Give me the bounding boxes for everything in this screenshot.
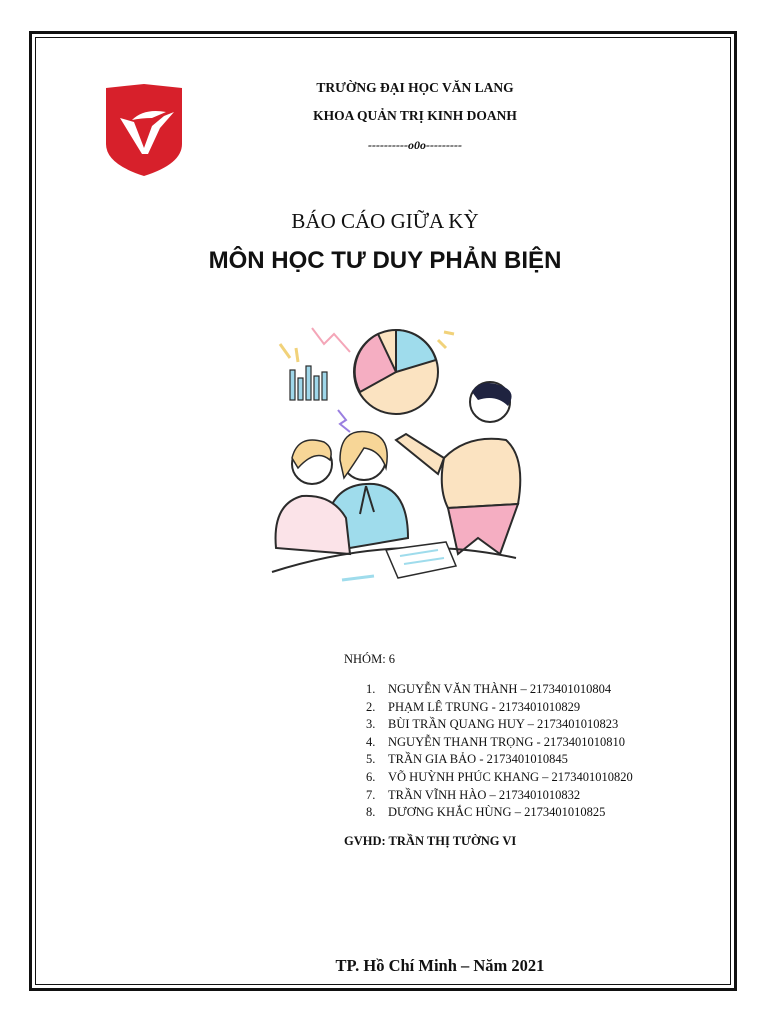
member-entry: DƯƠNG KHẮC HÙNG – 2173401010825 <box>388 805 606 820</box>
list-item <box>352 751 633 769</box>
footer-location-year: TP. Hồ Chí Minh – Năm 2021 <box>335 956 545 975</box>
course-title: MÔN HỌC TƯ DUY PHẢN BIỆN <box>208 247 562 274</box>
list-number: 2. <box>366 699 376 714</box>
list-number: 1. <box>366 682 376 696</box>
list-item <box>352 787 633 805</box>
list-number: 7. <box>366 787 376 802</box>
member-entry: TRẦN GIA BẢO - 2173401010845 <box>388 752 568 767</box>
university-logo-icon <box>104 82 184 178</box>
advisor: GVHD: TRẦN THỊ TƯỜNG VI <box>344 834 517 848</box>
list-item <box>352 716 633 734</box>
report-title: BÁO CÁO GIỮA KỲ <box>291 209 479 233</box>
list-item <box>352 769 633 787</box>
list-item <box>352 804 633 822</box>
member-entry: NGUYỄN THANH TRỌNG - 2173401010810 <box>388 734 626 749</box>
member-entry: TRẦN VĨNH HÀO – 2173401010832 <box>388 787 581 802</box>
university-name: TRƯỜNG ĐẠI HỌC VĂN LANG <box>316 80 514 95</box>
team-meeting-illustration-icon <box>268 318 530 588</box>
member-entry: PHẠM LÊ TRUNG - 2173401010829 <box>388 699 581 714</box>
member-entry: VÕ HUỲNH PHÚC KHANG – 2173401010820 <box>388 769 633 784</box>
list-number: 6. <box>366 769 376 784</box>
list-number: 8. <box>366 805 376 820</box>
faculty-name: KHOA QUẢN TRỊ KINH DOANH <box>313 108 517 123</box>
list-item <box>352 699 633 717</box>
member-list <box>352 681 633 822</box>
list-number: 5. <box>366 752 376 767</box>
list-number: 3. <box>366 717 376 732</box>
list-item <box>352 681 633 699</box>
member-entry: NGUYỄN VĂN THÀNH – 2173401010804 <box>388 682 612 696</box>
member-entry: BÙI TRẦN QUANG HUY – 2173401010823 <box>388 717 619 732</box>
list-item <box>352 734 633 752</box>
header-ornament: ----------o0o--------- <box>368 138 462 152</box>
group-label: NHÓM: 6 <box>344 652 396 666</box>
list-number: 4. <box>366 734 376 749</box>
